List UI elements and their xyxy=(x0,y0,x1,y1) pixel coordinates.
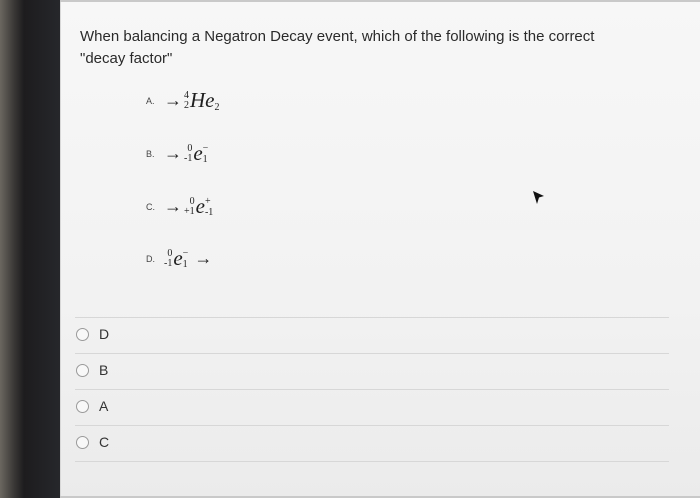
divider xyxy=(75,389,669,390)
option-label: D xyxy=(99,326,110,342)
option-label: C xyxy=(99,434,110,450)
nuclide-numbers: 0 -1 xyxy=(164,247,173,269)
divider xyxy=(75,461,669,462)
option-label: A xyxy=(99,398,109,414)
choice-d xyxy=(146,246,214,271)
nuclide-he: 4 2 He 2 xyxy=(184,88,220,113)
option-label: B xyxy=(99,362,109,378)
radio-button[interactable] xyxy=(76,364,89,377)
arrow-icon: → xyxy=(194,248,213,268)
choice-c xyxy=(146,194,213,219)
choice-letter: C. xyxy=(146,201,155,212)
radio-button[interactable] xyxy=(76,436,89,449)
option-b[interactable] xyxy=(76,362,108,378)
divider xyxy=(75,317,669,318)
choice-a xyxy=(146,88,220,113)
choice-letter: B. xyxy=(146,148,155,159)
choice-letter: A. xyxy=(146,95,155,106)
choice-b xyxy=(146,141,208,166)
mouse-pointer-icon xyxy=(532,190,546,206)
nuclide-positron: 0 +1 e + -1 xyxy=(184,194,214,218)
nuclide-numbers: 0 -1 xyxy=(184,142,193,164)
divider xyxy=(75,353,669,354)
divider xyxy=(75,425,669,426)
option-a[interactable] xyxy=(76,398,108,414)
nuclide-numbers: 4 2 xyxy=(184,89,189,111)
nuclide-electron: 0 -1 e − 1 xyxy=(164,246,189,270)
choice-letter: D. xyxy=(146,253,155,264)
arrow-icon: → xyxy=(164,90,182,110)
question-text: When balancing a Negatron Decay event, which of the following is the correct "decay factor" xyxy=(80,28,595,67)
arrow-icon: → xyxy=(164,143,182,163)
nuclide-electron: 0 -1 e − 1 xyxy=(184,141,209,165)
arrow-icon: → xyxy=(164,196,182,216)
radio-button[interactable] xyxy=(76,400,89,413)
option-d[interactable] xyxy=(76,326,109,342)
radio-button[interactable] xyxy=(76,328,89,341)
monitor-bezel xyxy=(0,0,60,498)
option-c[interactable] xyxy=(76,434,109,450)
nuclide-numbers: 0 +1 xyxy=(184,195,195,217)
